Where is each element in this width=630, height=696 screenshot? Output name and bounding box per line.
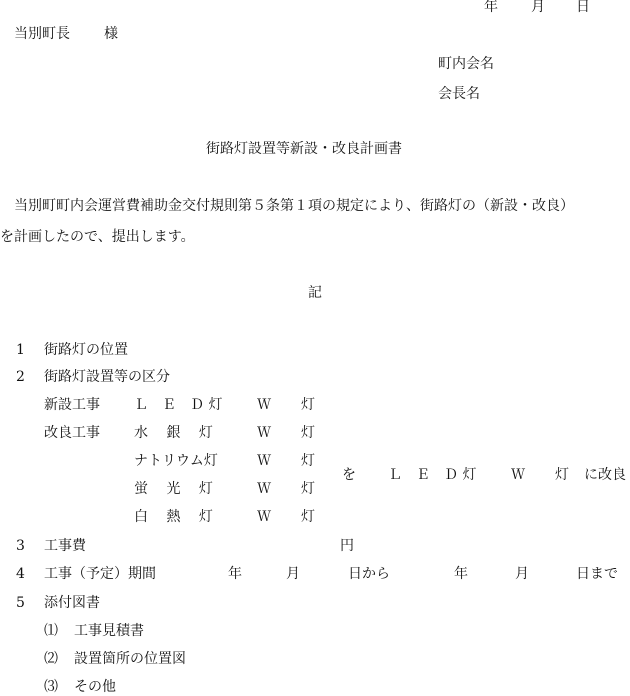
period-end-year: 年 [454, 566, 468, 582]
date-month-label: 月 [531, 0, 545, 15]
item-2-number: 2 [16, 369, 25, 385]
sub-item-2-label: 設置箇所の位置図 [74, 651, 186, 667]
lamp-count-unit-5: 灯 [301, 509, 315, 525]
lamp-count-unit-1: 灯 [301, 397, 315, 413]
date-year-label: 年 [484, 0, 498, 15]
sub-item-1-label: 工事見積書 [74, 623, 144, 639]
lamp-mercury: 水 銀 灯 [134, 425, 213, 441]
watt-unit-2: Ｗ [257, 425, 271, 441]
improve-work-label: 改良工事 [44, 425, 100, 441]
item-3-number: 3 [16, 538, 25, 554]
conversion-led: Ｌ Ｅ Ｄ 灯 [388, 467, 477, 483]
date-day-label: 日 [576, 0, 590, 15]
sub-item-3-number: ⑶ [44, 679, 58, 695]
item-4-label: 工事（予定）期間 [44, 566, 156, 582]
cost-yen-unit: 円 [340, 538, 354, 554]
lamp-sodium: ナトリウム灯 [134, 453, 218, 469]
sub-item-3-label: その他 [74, 679, 116, 695]
sub-item-1-number: ⑴ [44, 623, 58, 639]
lamp-count-unit-2: 灯 [301, 425, 315, 441]
document-title: 街路灯設置等新設・改良計画書 [206, 141, 402, 157]
item-5-label: 添付図書 [44, 595, 100, 611]
new-work-label: 新設工事 [44, 397, 100, 413]
period-end-month: 月 [515, 566, 529, 582]
lamp-count-unit-3: 灯 [301, 453, 315, 469]
ki-heading: 記 [308, 285, 322, 301]
period-end-day: 日まで [576, 566, 618, 582]
sub-item-2-number: ⑵ [44, 651, 58, 667]
item-1-label: 街路灯の位置 [44, 342, 128, 358]
item-1-number: 1 [16, 342, 25, 358]
lamp-count-unit-4: 灯 [301, 481, 315, 497]
chair-name-label: 会長名 [438, 86, 480, 102]
association-name-label: 町内会名 [438, 56, 494, 72]
conversion-watt: Ｗ [511, 467, 525, 483]
conversion-improve: に改良 [584, 467, 626, 483]
item-3-label: 工事費 [44, 538, 86, 554]
watt-unit-5: Ｗ [257, 509, 271, 525]
lamp-fluorescent: 蛍 光 灯 [134, 481, 213, 497]
body-line-2: を計画したので、提出します。 [0, 229, 195, 245]
body-line-1: 当別町町内会運営費補助金交付規則第５条第１項の規定により、街路灯の（新設・改良） [14, 198, 574, 214]
period-start-day: 日から [348, 566, 390, 582]
addressee: 当別町長 [14, 26, 70, 42]
item-2-label: 街路灯設置等の区分 [44, 369, 170, 385]
watt-unit-4: Ｗ [257, 481, 271, 497]
item-5-number: 5 [16, 595, 25, 611]
conversion-particle: を [342, 467, 356, 483]
lamp-led: Ｌ Ｅ Ｄ 灯 [134, 397, 223, 413]
watt-unit-3: Ｗ [257, 453, 271, 469]
addressee-honorific: 様 [104, 26, 118, 42]
period-start-year: 年 [228, 566, 242, 582]
item-4-number: 4 [16, 566, 25, 582]
conversion-lamp-unit: 灯 [555, 467, 569, 483]
period-start-month: 月 [286, 566, 300, 582]
lamp-incandescent: 白 熱 灯 [134, 509, 213, 525]
watt-unit-1: Ｗ [257, 397, 271, 413]
